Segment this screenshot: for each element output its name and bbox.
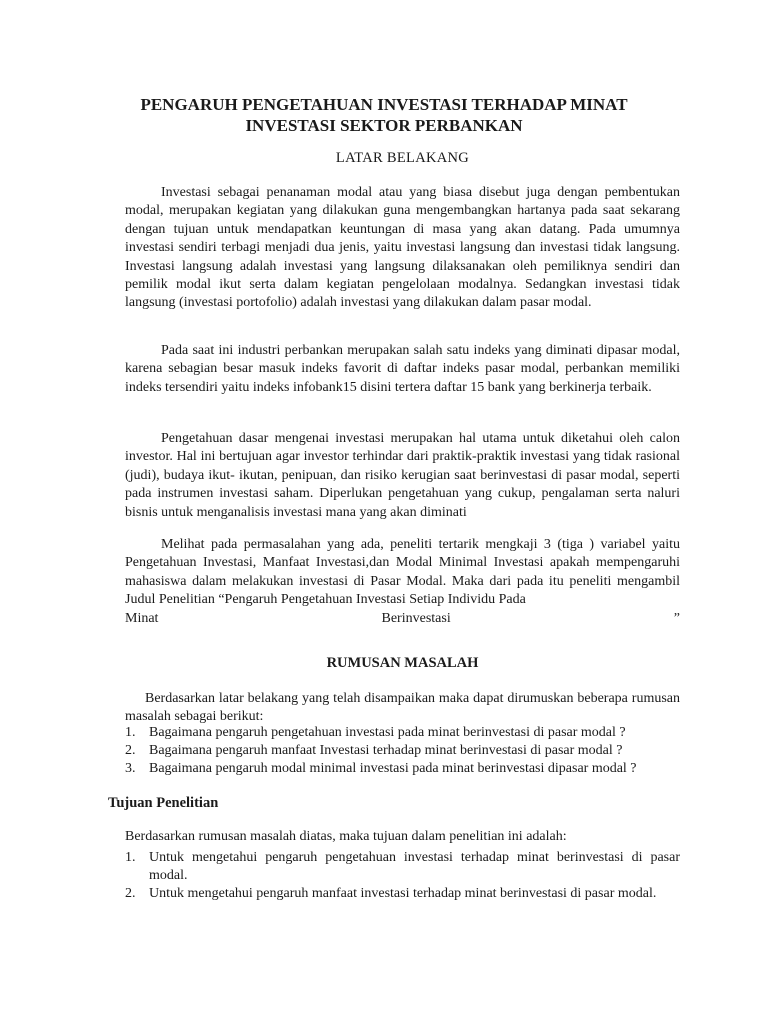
list-item xyxy=(125,760,680,778)
list-item xyxy=(125,885,680,903)
rumusan-list xyxy=(125,724,680,778)
list-item-number: 1. xyxy=(125,725,136,740)
last-line-right: ” xyxy=(673,610,680,626)
list-item-text: Bagaimana pengaruh modal minimal investasi pada minat berinvestasi dipasar modal ? xyxy=(149,761,637,776)
section-heading-rumusan-masalah: RUMUSAN MASALAH xyxy=(326,655,479,671)
list-item-number: 1. xyxy=(125,850,136,865)
last-line-middle: Berinvestasi xyxy=(381,610,451,626)
document-title-line-2: INVESTASI SEKTOR PERBANKAN xyxy=(245,116,523,135)
section-heading-latar-belakang: LATAR BELAKANG xyxy=(335,150,470,166)
paragraph-latar-1: Investasi sebagai penanaman modal atau yang biasa disebut juga dengan pembentukan modal, merupakan kegiatan yang dilakukan guna mengembangkan hartanya pada saat sekarang dengan tujuan untuk mendapatkan keuntungan di masa yang akan datang. Pada umumnya investasi sendiri terbagi menjadi dua jenis, yaitu investasi langsung dan investasi tidak langsung. Investasi langsung adalah investasi yang langsung dilaksanakan oleh pemiliknya sendiri dan pemilik modal ikut serta dalam kegiatan pengelolaan modalnya. Sedangkan investasi tidak langsung (investasi portofolio) adalah investasi yang dilakukan dalam pasar modal. xyxy=(125,185,680,311)
last-line-left: Minat xyxy=(125,610,159,626)
paragraph-tujuan-intro: Berdasarkan rumusan masalah diatas, maka tujuan dalam penelitian ini adalah: xyxy=(125,829,567,844)
list-item-number: 2. xyxy=(125,743,136,758)
paragraph-latar-4 xyxy=(125,536,680,628)
list-item xyxy=(125,742,680,760)
list-item-text: Untuk mengetahui pengaruh manfaat investasi terhadap minat berinvestasi di pasar modal. xyxy=(149,886,657,901)
tujuan-list xyxy=(125,849,680,903)
paragraph-latar-2: Pada saat ini industri perbankan merupakan salah satu indeks yang diminati dipasar modal, karena sebagian besar masuk indeks favorit di daftar indeks pasar modal, perbankan memiliki indeks tersendiri yaitu indeks infobank15 disini tertera daftar 15 bank yang berkinerja terbaik. xyxy=(125,343,680,395)
list-item-number: 3. xyxy=(125,761,136,776)
list-item-text: Bagaimana pengaruh manfaat Investasi terhadap minat berinvestasi di pasar modal ? xyxy=(149,743,623,758)
section-heading-tujuan-penelitian: Tujuan Penelitian xyxy=(108,795,219,811)
paragraph-latar-3: Pengetahuan dasar mengenai investasi merupakan hal utama untuk diketahui oleh calon investor. Hal ini bertujuan agar investor terhindar dari praktik-praktik investasi yang tidak rasional (judi), budaya ikut- ikutan, penipuan, dan risiko kerugian saat berinvestasi di pasar modal, seperti pada instrumen investasi saham. Diperlukan pengetahuan yang cukup, pengalaman serta naluri bisnis untuk menganalisis investasi mana yang akan diminati xyxy=(125,431,680,520)
list-item-text: Bagaimana pengaruh pengetahuan investasi pada minat berinvestasi di pasar modal ? xyxy=(149,725,626,740)
list-item xyxy=(125,724,680,742)
paragraph-latar-4-text: Melihat pada permasalahan yang ada, peneliti tertarik mengkaji 3 (tiga ) variabel yaitu Pengetahuan Investasi, Manfaat Investasi,dan Modal Minimal Investasi apakah mempengaruhi mahasiswa dalam melakukan investasi di Pasar Modal. Maka dari pada itu peneliti mengambil Judul Penelitian “Pengaruh Pengetahuan Investasi Setiap Individu Pada xyxy=(125,537,680,608)
paragraph-latar-4-last-line xyxy=(125,610,680,628)
list-item-number: 2. xyxy=(125,886,136,901)
document-title-line-1: PENGARUH PENGETAHUAN INVESTASI TERHADAP MINAT xyxy=(140,95,628,114)
list-item xyxy=(125,849,680,885)
paragraph-rumusan-intro: Berdasarkan latar belakang yang telah disampaikan maka dapat dirumuskan beberapa rumusan masalah sebagai berikut: xyxy=(125,691,680,724)
list-item-text: Untuk mengetahui pengaruh pengetahuan investasi terhadap minat berinvestasi di pasar modal. xyxy=(149,850,680,883)
